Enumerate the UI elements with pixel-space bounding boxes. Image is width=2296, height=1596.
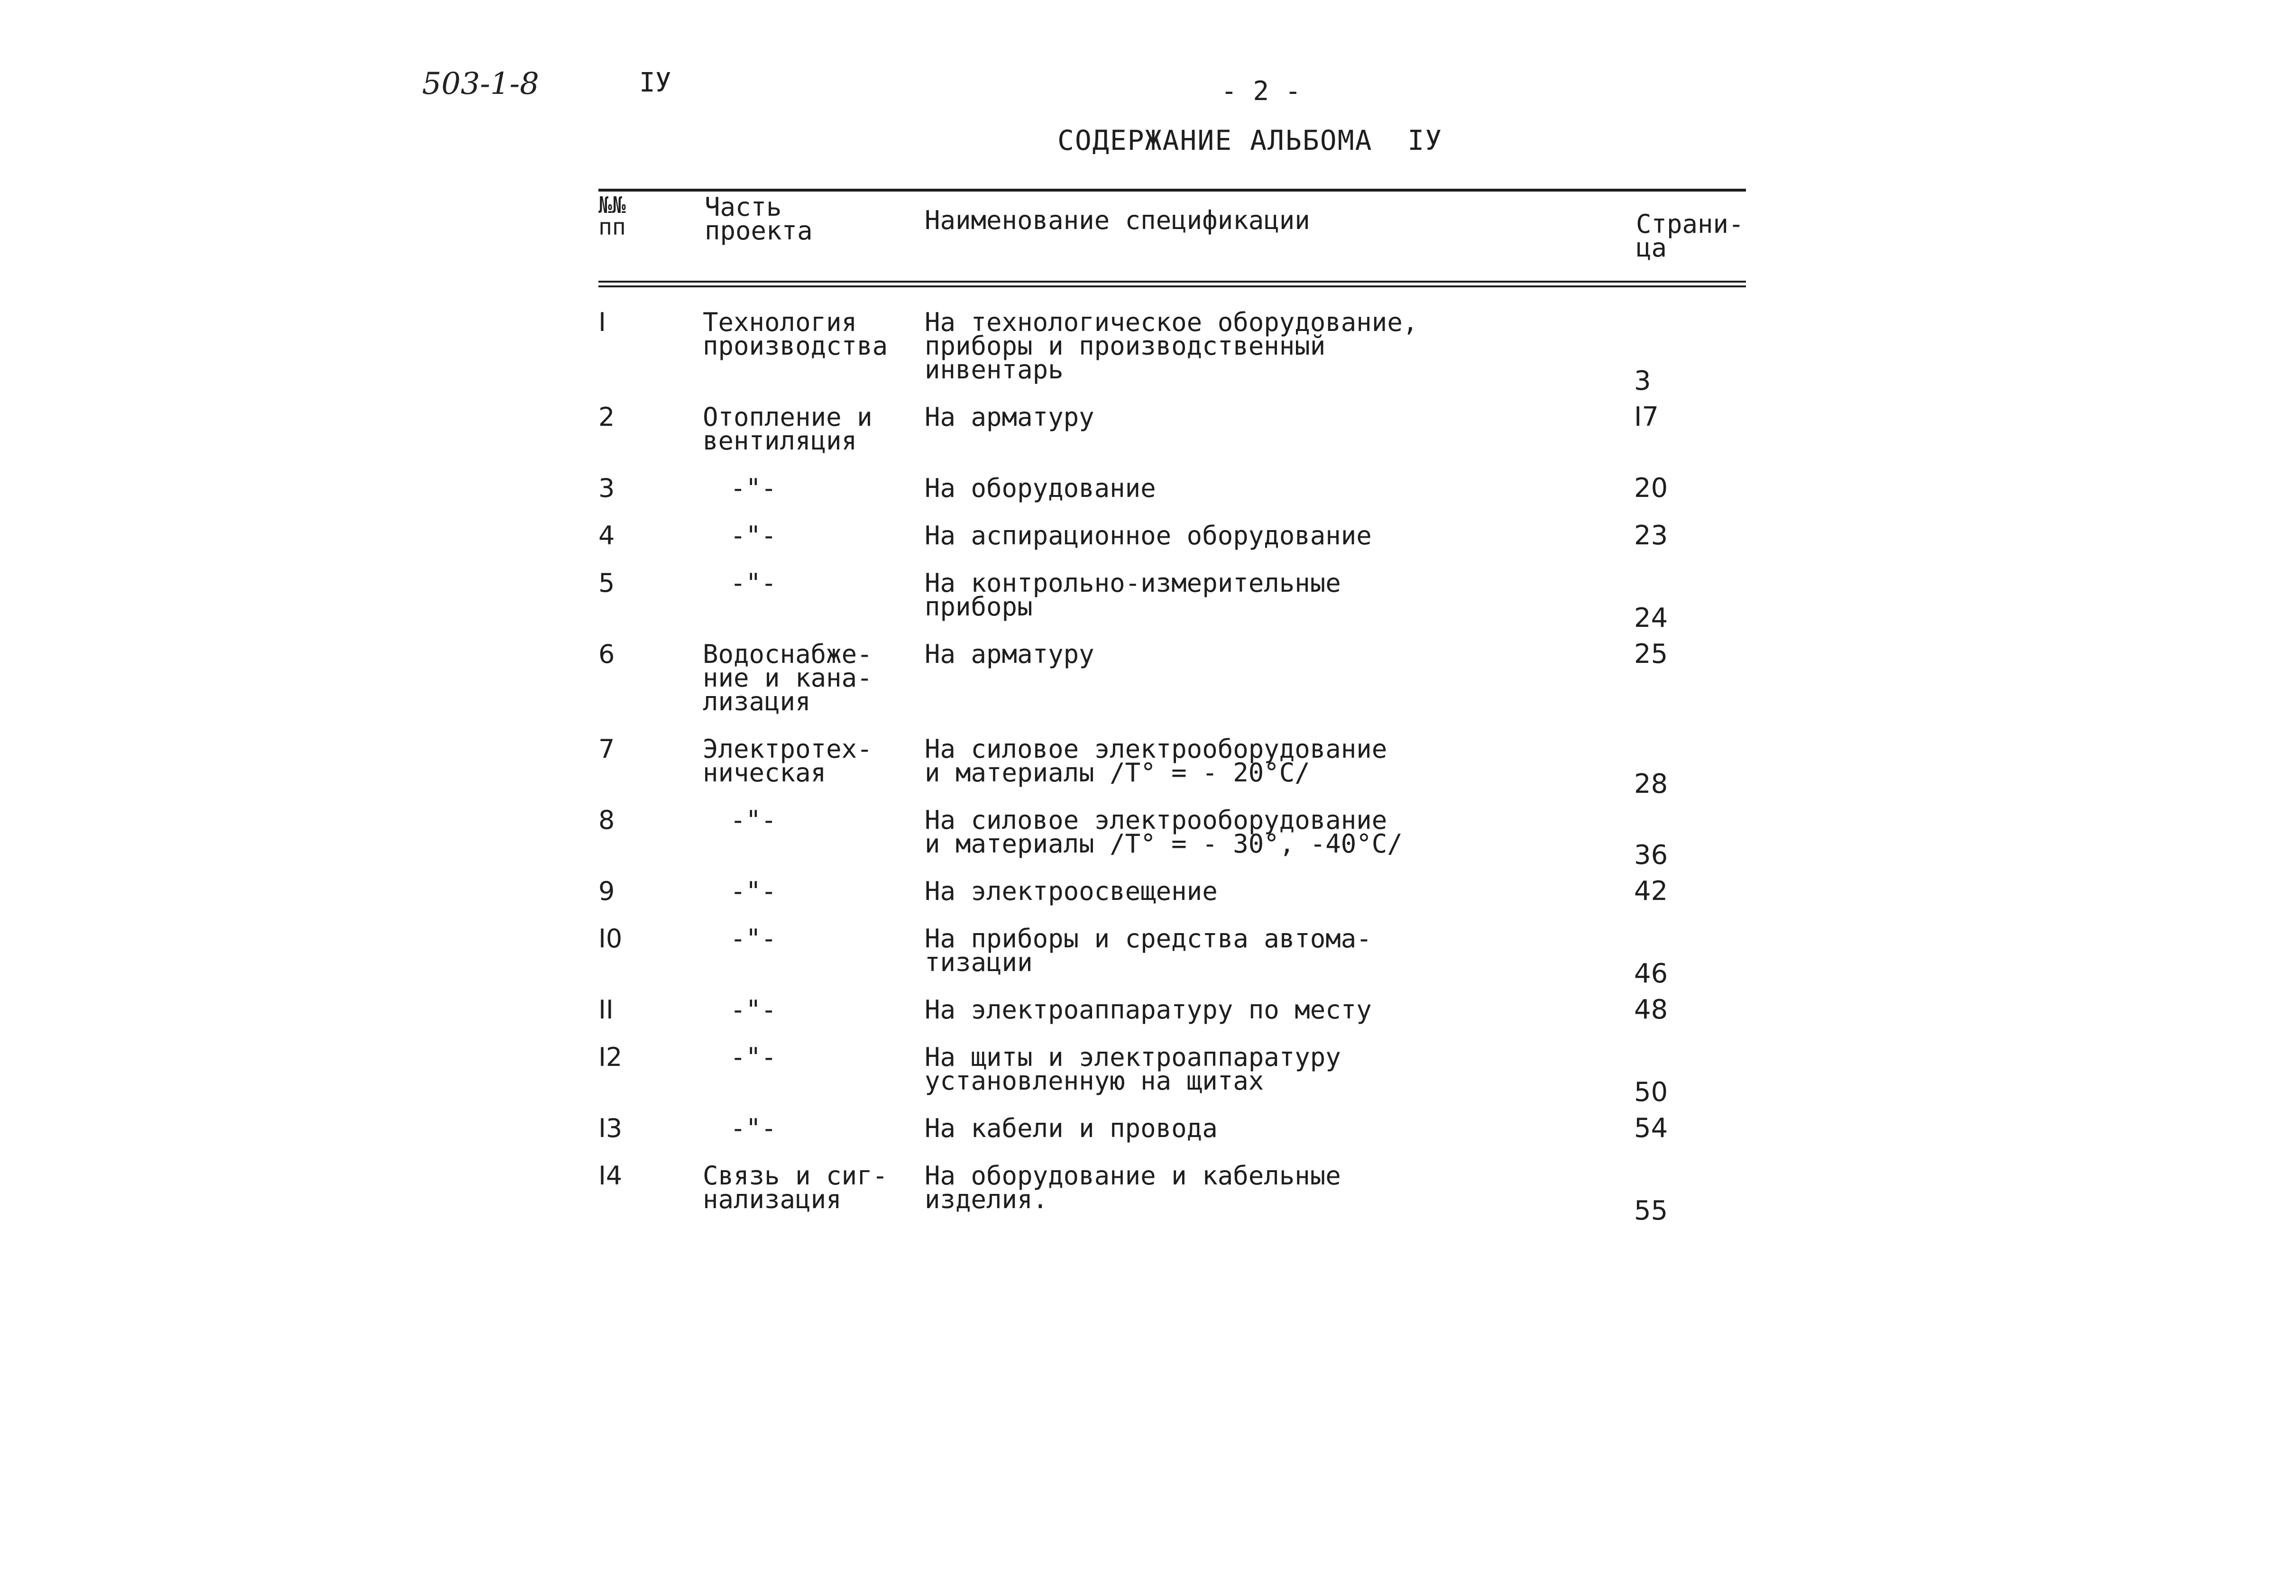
row-page: 24 bbox=[1634, 603, 1668, 633]
row-part: -"- bbox=[730, 521, 777, 550]
row-number: 4 bbox=[598, 521, 615, 550]
row-part: -"- bbox=[730, 924, 777, 954]
row-spec-name: На арматуру bbox=[925, 402, 1094, 432]
row-part: Отопление и вентиляция bbox=[703, 402, 872, 456]
row-number: II bbox=[598, 995, 614, 1025]
row-spec-name: На приборы и средства автома- тизации bbox=[925, 924, 1372, 977]
row-number: 7 bbox=[598, 734, 615, 764]
table-top-rule bbox=[598, 189, 1746, 192]
table-header-rule-2 bbox=[598, 285, 1746, 287]
row-spec-name: На силовое электрооборудование и материалы /Т° = - 20°С/ bbox=[925, 734, 1387, 788]
row-number: 8 bbox=[598, 805, 615, 835]
page-marker: - 2 - bbox=[1221, 76, 1301, 107]
row-page: 25 bbox=[1634, 639, 1668, 670]
volume-label: IУ bbox=[639, 67, 671, 98]
row-page: I7 bbox=[1634, 402, 1659, 432]
row-spec-name: На оборудование и кабельные изделия. bbox=[925, 1161, 1341, 1214]
row-part: -"- bbox=[730, 473, 777, 503]
row-part: Технология производства bbox=[703, 307, 888, 361]
row-number: I0 bbox=[598, 924, 623, 954]
row-number: I2 bbox=[598, 1042, 623, 1072]
row-number: 3 bbox=[598, 473, 615, 503]
row-spec-name: На электроаппаратуру по месту bbox=[925, 995, 1372, 1025]
row-page: 36 bbox=[1634, 840, 1668, 871]
row-part: Водоснабже- ние и кана- лизация bbox=[703, 639, 872, 716]
row-spec-name: На кабели и провода bbox=[925, 1113, 1218, 1143]
row-page: 54 bbox=[1634, 1113, 1668, 1144]
row-number: I4 bbox=[598, 1161, 623, 1191]
row-part: Связь и сиг- нализация bbox=[703, 1161, 888, 1214]
row-number: I3 bbox=[598, 1113, 623, 1143]
row-part: -"- bbox=[730, 805, 777, 835]
row-page: 48 bbox=[1634, 994, 1668, 1025]
row-spec-name: На оборудование bbox=[925, 473, 1156, 503]
row-page: 46 bbox=[1634, 958, 1668, 989]
table-header-rule bbox=[598, 281, 1746, 283]
row-spec-name: На электроосвещение bbox=[925, 876, 1218, 906]
row-number: 2 bbox=[598, 402, 615, 432]
row-part: -"- bbox=[730, 876, 777, 906]
row-part: -"- bbox=[730, 1113, 777, 1143]
row-spec-name: На аспирационное оборудование bbox=[925, 521, 1372, 550]
row-page: 55 bbox=[1634, 1195, 1668, 1226]
column-header-part: Часть проекта bbox=[705, 192, 813, 246]
document-code: 503-1-8 bbox=[422, 66, 539, 101]
row-part: -"- bbox=[730, 1042, 777, 1072]
row-number: 6 bbox=[598, 639, 615, 669]
page-title: СОДЕРЖАНИЕ АЛЬБОМА IУ bbox=[1057, 124, 1443, 156]
row-number: I bbox=[598, 307, 606, 337]
column-header-page: Страни- ца bbox=[1636, 209, 1744, 263]
row-spec-name: На контрольно-измерительные приборы bbox=[925, 568, 1341, 622]
row-page: 50 bbox=[1634, 1077, 1668, 1108]
row-page: 3 bbox=[1634, 366, 1651, 396]
row-page: 28 bbox=[1634, 769, 1668, 799]
row-spec-name: На щиты и электроаппаратуру установленную на щитах bbox=[925, 1042, 1341, 1096]
row-page: 20 bbox=[1634, 473, 1668, 504]
row-number: 5 bbox=[598, 568, 615, 598]
column-header-number: №№ пп bbox=[598, 192, 626, 240]
row-part: Электротех- ническая bbox=[703, 734, 872, 788]
row-part: -"- bbox=[730, 995, 777, 1025]
row-number: 9 bbox=[598, 876, 615, 906]
row-page: 23 bbox=[1634, 520, 1668, 551]
row-page: 42 bbox=[1634, 876, 1668, 907]
row-part: -"- bbox=[730, 568, 777, 598]
row-spec-name: На арматуру bbox=[925, 639, 1094, 669]
row-spec-name: На силовое электрооборудование и материалы /Т° = - 30°, -40°С/ bbox=[925, 805, 1403, 859]
column-header-name: Наименование спецификации bbox=[925, 205, 1310, 235]
row-spec-name: На технологическое оборудование, приборы и производственный инвентарь bbox=[925, 307, 1418, 385]
